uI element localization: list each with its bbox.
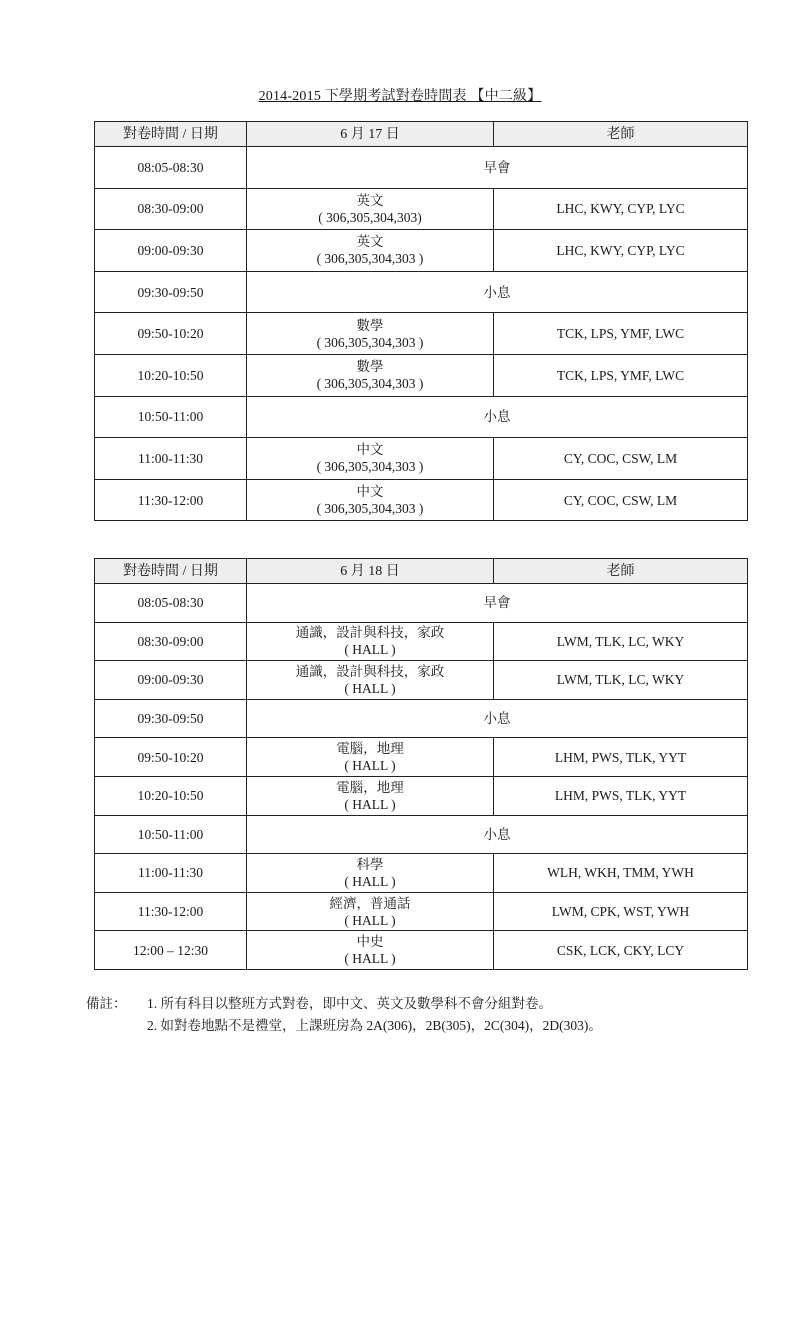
- header-time-date: 對卷時間 / 日期: [95, 122, 247, 147]
- time-slot-cell: 09:00-09:30: [95, 230, 247, 272]
- notes-list: [147, 993, 602, 1037]
- break-row: [95, 584, 748, 623]
- subject-cell: [247, 892, 494, 931]
- schedule-table-june-18: [94, 558, 748, 970]
- break-label-cell: 早會: [247, 147, 748, 189]
- time-slot-cell: 12:00 – 12:30: [95, 931, 247, 970]
- time-slot-cell: 10:50-11:00: [95, 815, 247, 854]
- header-teachers: 老師: [494, 559, 748, 584]
- subject-cell: [247, 776, 494, 815]
- time-slot-cell: 08:05-08:30: [95, 147, 247, 189]
- room-list: ( 306,305,304,303 ): [316, 334, 424, 350]
- time-slot-cell: 09:00-09:30: [95, 661, 247, 700]
- subject-cell: [247, 230, 494, 272]
- subject-name: 電腦，地理: [336, 779, 404, 795]
- subject-name: 英文: [356, 234, 384, 250]
- teachers-cell: LHC, KWY, CYP, LYC: [494, 188, 748, 230]
- table-row: [95, 438, 748, 480]
- subject-name: 科學: [356, 856, 384, 872]
- table-row: [95, 661, 748, 700]
- teachers-cell: LHM, PWS, TLK, YYT: [494, 738, 748, 777]
- room-list: ( HALL ): [344, 680, 396, 696]
- teachers-cell: CY, COC, CSW, LM: [494, 438, 748, 480]
- header-date: 6 月 18 日: [247, 559, 494, 584]
- break-label-cell: 小息: [247, 396, 748, 438]
- table-header-row: [95, 122, 748, 147]
- teachers-cell: CSK, LCK, CKY, LCY: [494, 931, 748, 970]
- break-label-cell: 小息: [247, 271, 748, 313]
- schedule-table-june-17: [94, 121, 748, 521]
- break-label-cell: 小息: [247, 699, 748, 738]
- room-list: ( HALL ): [344, 951, 396, 967]
- subject-cell: [247, 354, 494, 396]
- room-list: ( HALL ): [344, 758, 396, 774]
- subject-name: 數學: [356, 317, 384, 333]
- time-slot-cell: 11:30-12:00: [95, 892, 247, 931]
- notes-label: 備註：: [86, 996, 127, 1011]
- teachers-cell: LHC, KWY, CYP, LYC: [494, 230, 748, 272]
- table-row: [95, 892, 748, 931]
- room-list: ( 306,305,304,303 ): [316, 501, 424, 517]
- subject-cell: [247, 738, 494, 777]
- subject-cell: [247, 479, 494, 521]
- teachers-cell: LWM, CPK, WST, YWH: [494, 892, 748, 931]
- subject-name: 經濟，普通話: [329, 895, 411, 911]
- room-list: ( 306,305,304,303 ): [316, 376, 424, 392]
- table-row: [95, 479, 748, 521]
- room-list: ( 306,305,304,303): [318, 209, 422, 225]
- time-slot-cell: 08:30-09:00: [95, 622, 247, 661]
- time-slot-cell: 11:00-11:30: [95, 438, 247, 480]
- time-slot-cell: 09:30-09:50: [95, 699, 247, 738]
- subject-cell: [247, 622, 494, 661]
- subject-cell: [247, 438, 494, 480]
- note-item: 2. 如對卷地點不是禮堂，上課班房為 2A(306)，2B(305)，2C(304)，2D(303)。: [147, 1018, 602, 1033]
- subject-name: 中文: [356, 442, 384, 458]
- header-date: 6 月 17 日: [247, 122, 494, 147]
- header-time-date: 對卷時間 / 日期: [95, 559, 247, 584]
- table-header-row: [95, 559, 748, 584]
- teachers-cell: WLH, WKH, TMM, YWH: [494, 854, 748, 893]
- table-row: [95, 230, 748, 272]
- teachers-cell: TCK, LPS, YMF, LWC: [494, 313, 748, 355]
- time-slot-cell: 11:00-11:30: [95, 854, 247, 893]
- time-slot-cell: 09:30-09:50: [95, 271, 247, 313]
- room-list: ( 306,305,304,303 ): [316, 459, 424, 475]
- time-slot-cell: 10:20-10:50: [95, 776, 247, 815]
- table-row: [95, 354, 748, 396]
- subject-name: 數學: [356, 359, 384, 375]
- room-list: ( HALL ): [344, 912, 396, 928]
- table-row: [95, 313, 748, 355]
- table-row: [95, 622, 748, 661]
- subject-name: 英文: [356, 192, 384, 208]
- break-label-cell: 小息: [247, 815, 748, 854]
- subject-cell: [247, 931, 494, 970]
- break-row: [95, 815, 748, 854]
- room-list: ( HALL ): [344, 642, 396, 658]
- teachers-cell: LWM, TLK, LC, WKY: [494, 661, 748, 700]
- time-slot-cell: 10:20-10:50: [95, 354, 247, 396]
- subject-cell: [247, 313, 494, 355]
- subject-name: 通識，設計與科技，家政: [295, 625, 445, 641]
- subject-cell: [247, 661, 494, 700]
- teachers-cell: TCK, LPS, YMF, LWC: [494, 354, 748, 396]
- time-slot-cell: 11:30-12:00: [95, 479, 247, 521]
- room-list: ( HALL ): [344, 796, 396, 812]
- time-slot-cell: 10:50-11:00: [95, 396, 247, 438]
- table-row: [95, 776, 748, 815]
- room-list: ( HALL ): [344, 873, 396, 889]
- room-list: ( 306,305,304,303 ): [316, 251, 424, 267]
- subject-name: 電腦，地理: [336, 741, 404, 757]
- table-row: [95, 188, 748, 230]
- break-row: [95, 271, 748, 313]
- break-label-cell: 早會: [247, 584, 748, 623]
- teachers-cell: LHM, PWS, TLK, YYT: [494, 776, 748, 815]
- table-row: [95, 931, 748, 970]
- teachers-cell: LWM, TLK, LC, WKY: [494, 622, 748, 661]
- break-row: [95, 396, 748, 438]
- table-row: [95, 854, 748, 893]
- time-slot-cell: 09:50-10:20: [95, 738, 247, 777]
- time-slot-cell: 09:50-10:20: [95, 313, 247, 355]
- time-slot-cell: 08:05-08:30: [95, 584, 247, 623]
- subject-cell: [247, 188, 494, 230]
- time-slot-cell: 08:30-09:00: [95, 188, 247, 230]
- subject-name: 中文: [356, 484, 384, 500]
- subject-name: 通識，設計與科技，家政: [295, 663, 445, 679]
- subject-cell: [247, 854, 494, 893]
- break-row: [95, 699, 748, 738]
- page-title: 2014-2015 下學期考試對卷時間表 【中二級】: [258, 89, 542, 104]
- header-teachers: 老師: [494, 122, 748, 147]
- break-row: [95, 147, 748, 189]
- table-row: [95, 738, 748, 777]
- teachers-cell: CY, COC, CSW, LM: [494, 479, 748, 521]
- note-item: 1. 所有科目以整班方式對卷，即中文、英文及數學科不會分組對卷。: [147, 996, 552, 1011]
- subject-name: 中史: [356, 934, 384, 950]
